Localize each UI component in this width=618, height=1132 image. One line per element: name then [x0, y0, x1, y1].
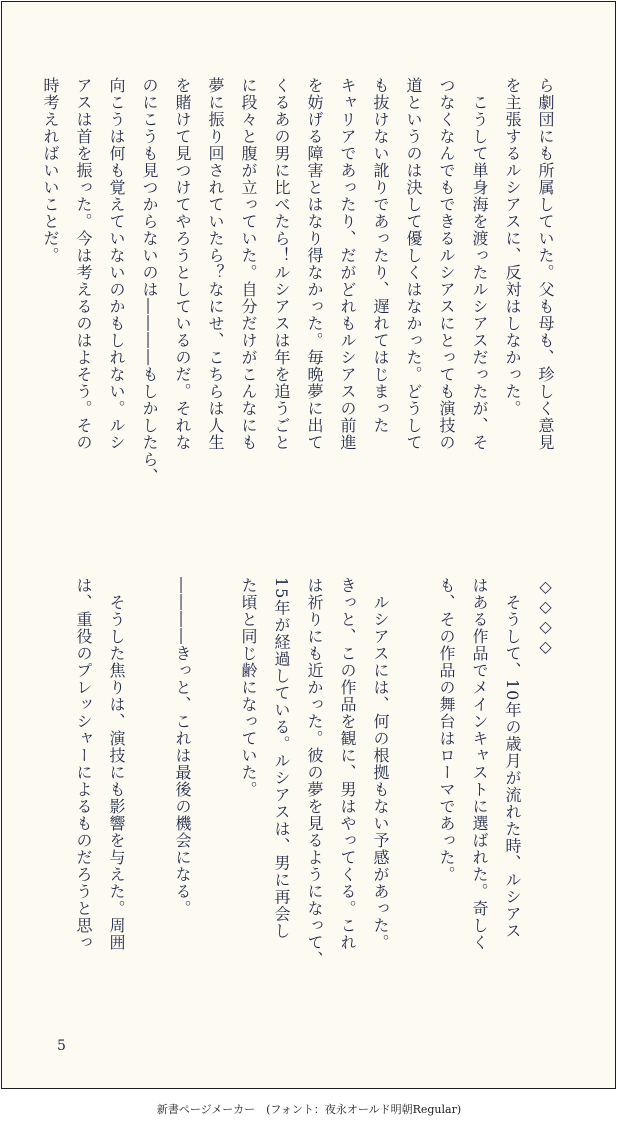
text-line: こうして単身海を渡ったルシアスだったが、そ [470, 77, 489, 451]
book-page [1, 1, 616, 1089]
text-line: 道というのは決して優しくはなかった。どうして [404, 77, 423, 451]
text-line: は、重役のプレッシャーによるものだろうと思っ [74, 577, 93, 951]
text-line [133, 577, 166, 1023]
text-line: そうして、10年の歳月が流れた時、ルシアス [503, 577, 522, 940]
text-line: きっと、この作品を観に、男はやってくる。これ [338, 577, 357, 951]
text-line: ら劇団にも所属していた。父も母も、珍しく意見 [536, 77, 555, 451]
text-line: ルシアスには、何の根拠もない予感があった。 [371, 577, 390, 951]
text-line: そうした焦りは、演技にも影響を与えた。周囲 [107, 577, 126, 951]
text-line: 向こうは何も覚えていないのかもしれない。ルシ [107, 77, 126, 451]
text-line: 夢に振り回されていたら？なにせ、こちらは人生 [206, 77, 225, 451]
text-line: 15年が経過している。ルシアスは、男に再会し [272, 577, 291, 940]
text-line: 時考えればいいことだ。 [41, 77, 60, 264]
text-line: を主張するルシアスに、反対はしなかった。 [503, 77, 522, 417]
text-line: はある作品でメインキャストに選ばれた。奇しく [470, 577, 489, 951]
text-line: のにこうも見つからないのは――――もしかしたら、 [140, 77, 159, 485]
text-line: ――――きっと、これは最後の機会になる。 [173, 577, 192, 917]
text-line: に段々と腹が立っていた。自分だけがこんなにも [239, 77, 258, 451]
text-line: も抜けない訛りであったり、遅れてはじまった [371, 77, 390, 434]
text-block-bottom [67, 577, 562, 1023]
text-line: くるあの男に比べたら！ルシアスは年を追うごと [272, 77, 291, 451]
text-line: ◇◇◇◇ [536, 577, 555, 657]
text-line: も、その作品の舞台はローマであった。 [437, 577, 456, 883]
text-line: アスは首を振った。今は考えるのはよそう。その [74, 77, 93, 451]
text-line: た頃と同じ齢になっていた。 [239, 577, 258, 798]
text-line: キャリアであったり、だがどれもルシアスの前進 [338, 77, 357, 451]
text-line [397, 577, 430, 1023]
page-number: 5 [57, 1038, 66, 1054]
text-line: を賭けて見つけてやろうとしているのだ。それな [173, 77, 192, 451]
text-line: を妨げる障害とはなり得なかった。毎晩夢に出て [305, 77, 324, 451]
text-block-top [34, 77, 562, 523]
text-line: は祈りにも近かった。彼の夢を見るようになって、 [305, 577, 324, 968]
text-line [199, 577, 232, 1023]
text-line: つなくなんでもできるルシアスにとっても演技の [437, 77, 456, 451]
tool-caption: 新書ページメーカー (フォント：夜永オールド明朝Regular) [156, 1103, 462, 1116]
